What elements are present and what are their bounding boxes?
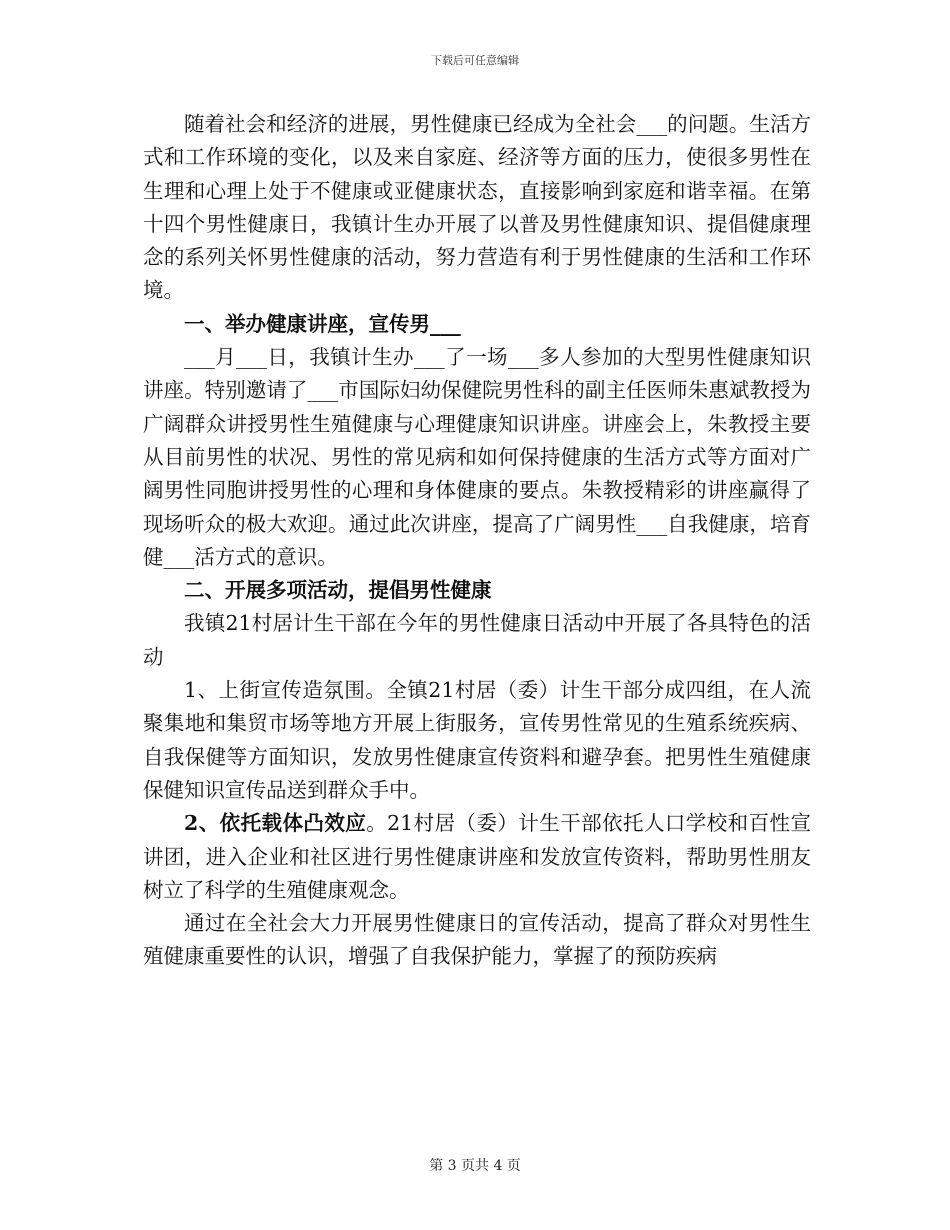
intro-paragraph: 随着社会和经济的进展，男性健康已经成为全社会___的问题。生活方式和工作环境的变化，以及来自家庭、经济等方面的压力，使很多男性在生理和心理上处于不健康或亚健康状态，直接影响到家庭和谐幸福。在第十四个男性健康日，我镇计生办开展了以普及男性健康知识、提倡健康理念的系列关怀男性健康的活动，努力营造有利于男性健康的生活和工作环境。 (143, 112, 811, 303)
section-2-intro-paragraph: 我镇21村居计生干部在今年的男性健康日活动中开展了各具特色的活动 (143, 611, 811, 669)
section-1-paragraph: ___月___日，我镇计生办___了一场___多人参加的大型男性健康知识讲座。特别邀请了___市国际妇幼保健院男性科的副主任医师朱惠斌教授为广阔群众讲授男性生殖健康与心理健康知识讲座。讲座会上，朱教授主要从目前男性的状况、男性的常见病和如何保持健康的生活方式等方面对广阔男性同胞讲授男性的心理和身体健康的要点。朱教授精彩的讲座赢得了现场听众的极大欢迎。通过此次讲座，提高了广阔男性___自我健康，培育健___活方式的意识。 (143, 345, 811, 569)
section-1-heading: 一、举办健康讲座，宣传男___ (184, 311, 461, 336)
activity-item-1: 1、上街宣传造氛围。全镇21村居（委）计生干部分成四组，在人流聚集地和集贸市场等地方开展上街服务，宣传男性常见的生殖系统疾病、自我保健等方面知识，发放男性健康宣传资料和避孕套。把男性生殖健康保健知识宣传品送到群众手中。 (143, 678, 811, 802)
document-body (143, 108, 811, 974)
closing-paragraph: 通过在全社会大力开展男性健康日的宣传活动，提高了群众对男性生殖健康重要性的认识，增强了自我保护能力，掌握了的预防疾病 (143, 911, 811, 969)
page-header: 下载后可任意编辑 (431, 54, 519, 67)
activity-item-2-body: 。21村居（委）计生干部依托人口学校和百性宣讲团，进入企业和社区进行男性健康讲座和发放宣传资料，帮助男性朋友树立了科学的生殖健康观念。 (143, 811, 811, 902)
activity-item-2 (143, 807, 811, 907)
activity-item-2-title: 2、依托载体凸效应 (184, 811, 367, 836)
page-footer: 第 3 页共 4 页 (429, 1158, 521, 1174)
section-2-heading: 二、开展多项活动，提倡男性健康 (184, 578, 492, 603)
